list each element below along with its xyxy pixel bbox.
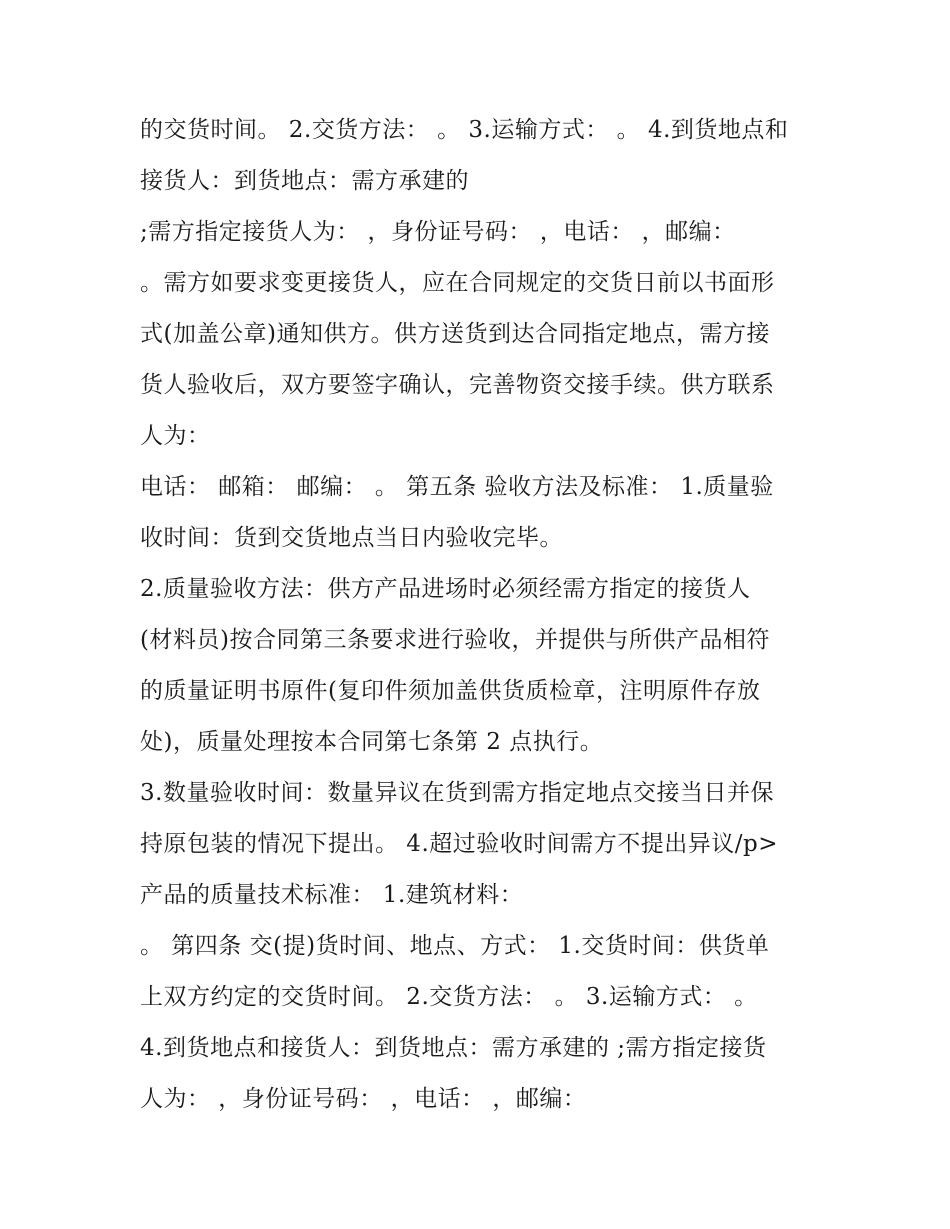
text-line: 的交货时间。 2.交货方法： 。 3.运输方式： 。 4.到货地点和: [140, 117, 789, 143]
text-line: 产品的质量技术标准： 1.建筑材料：: [140, 882, 524, 908]
text-line: 接货人：到货地点：需方承建的: [140, 168, 469, 194]
text-line: 处)，质量处理按本合同第七条第 2 点执行。: [140, 729, 604, 755]
text-line: 持原包装的情况下提出。 4.超过验收时间需方不提出异议/p>: [140, 831, 778, 857]
text-line: 式(加盖公章)通知供方。供方送货到达合同指定地点，需方接: [140, 321, 770, 347]
contract-text: [140, 105, 820, 1125]
text-line: 的质量证明书原件(复印件须加盖供货质检章，注明原件存放: [140, 678, 761, 704]
text-line: ;需方指定接货人为： ，身份证号码： ，电话： ，邮编：: [140, 219, 736, 245]
text-line: 。需方如要求变更接货人，应在合同规定的交货日前以书面形: [140, 270, 775, 296]
text-line: 收时间：货到交货地点当日内验收完毕。: [140, 525, 563, 551]
text-line: 人为： ，身份证号码： ，电话： ，邮编：: [140, 1086, 587, 1112]
text-line: 2.质量验收方法：供方产品进场时必须经需方指定的接货人: [140, 576, 751, 602]
text-line: (材料员)按合同第三条要求进行验收，并提供与所供产品相符: [140, 627, 770, 653]
text-line: 3.数量验收时间：数量异议在货到需方指定地点交接当日并保: [140, 780, 774, 806]
text-line: 上双方约定的交货时间。 2.交货方法： 。 3.运输方式： 。: [140, 984, 758, 1010]
text-line: 货人验收后，双方要签字确认，完善物资交接手续。供方联系: [140, 372, 775, 398]
text-line: 4.到货地点和接货人：到货地点：需方承建的 ;需方指定接货: [140, 1035, 767, 1061]
text-line: 电话： 邮箱： 邮编： 。 第五条 验收方法及标准： 1.质量验: [140, 474, 774, 500]
text-line: 人为：: [140, 423, 211, 449]
text-line: 。 第四条 交(提)货时间、地点、方式： 1.交货时间：供货单: [140, 933, 770, 959]
